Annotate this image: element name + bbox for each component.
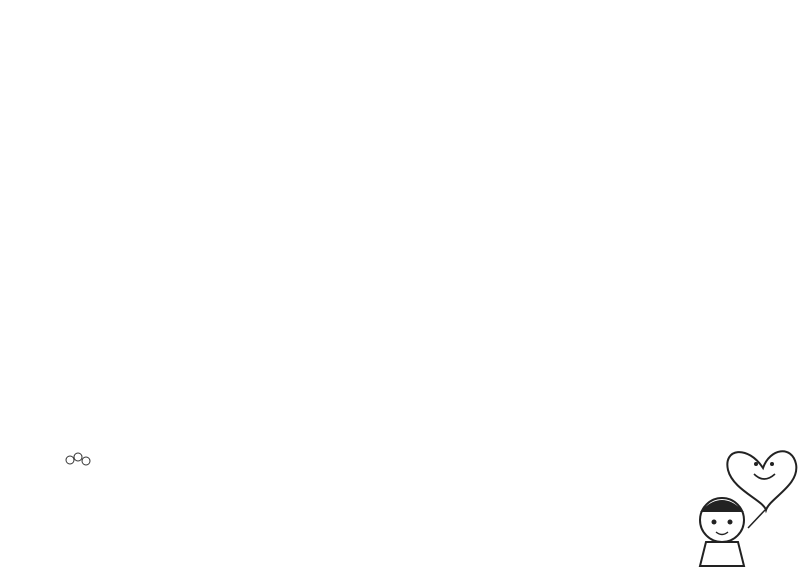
teacher-sticker-icon (700, 451, 796, 566)
doodle-flower-icon (66, 453, 90, 465)
